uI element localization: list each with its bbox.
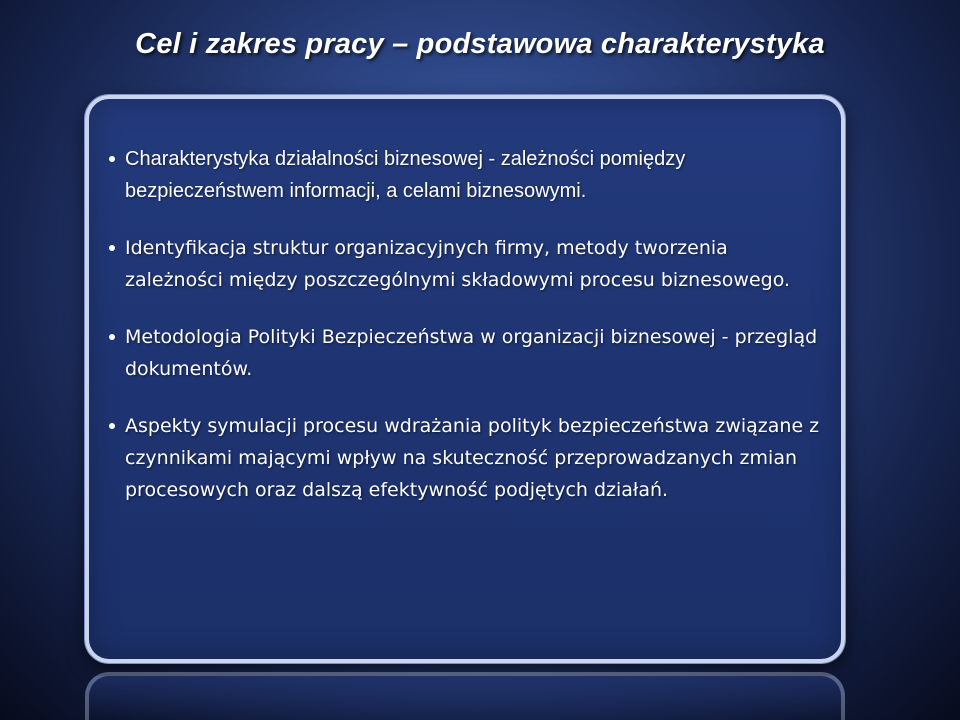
box-reflection	[85, 672, 845, 720]
bullet-item	[109, 321, 829, 385]
bullet-dot-icon	[109, 423, 115, 429]
bullet-text: Metodologia Polityki Bezpieczeństwa w organizacji biznesowej - przegląd dokumentów.	[125, 326, 818, 380]
bullet-dot-icon	[109, 156, 115, 162]
bullet-text: Identyfikacja struktur organizacyjnych firmy, metody tworzenia zależności między poszczególnymi składowymi procesu biznesowego.	[125, 237, 791, 291]
bullet-item	[109, 232, 829, 296]
bullet-text: Charakterystyka działalności biznesowej - zależności pomiędzy bezpieczeństwem informacji, a celami biznesowymi.	[125, 148, 686, 202]
slide-title: Cel i zakres pracy – podstawowa charakterystyka	[135, 28, 825, 60]
bullet-item	[109, 143, 829, 207]
bullet-list	[109, 143, 829, 506]
bullet-item	[109, 410, 829, 506]
bullet-text: Aspekty symulacji procesu wdrażania polityk bezpieczeństwa związane z czynnikami mającymi wpływ na skuteczność przeprowadzanych zmian procesowych oraz dalszą efektywność podjętych działań.	[125, 415, 820, 501]
bullet-dot-icon	[109, 334, 115, 340]
bullet-dot-icon	[109, 245, 115, 251]
content-box	[85, 95, 845, 663]
